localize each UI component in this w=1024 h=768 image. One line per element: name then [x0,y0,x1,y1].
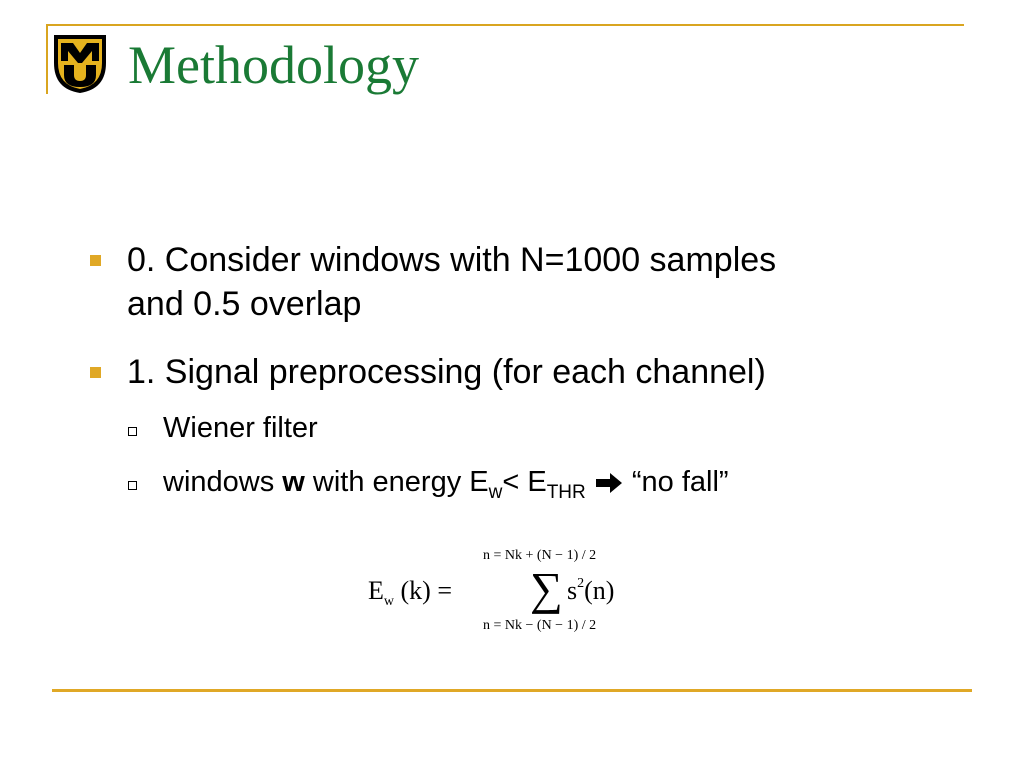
hollow-square-bullet-icon [128,481,137,490]
sigma-symbol: ∑ [530,563,563,614]
bullet-text: and 0.5 overlap [127,285,362,323]
square-bullet-icon [90,367,101,378]
sum-lower-limit: n = Nk − (N − 1) / 2 [483,618,597,633]
square-bullet-icon [90,255,101,266]
bullet-text: 1. Signal preprocessing (for each channel) [127,353,766,391]
bullet-text: 0. Consider windows with N=1000 samples [127,241,777,279]
frame-left-line [46,24,48,94]
energy-formula [368,548,648,638]
sum-upper-limit: n = Nk + (N − 1) / 2 [483,548,597,563]
sub-bullet-text: Wiener filter [163,412,318,444]
formula-lhs: $E_w$ (k) = [368,576,452,609]
window-symbol: w [282,466,305,498]
sub-bullet-text: windows w with energy $E_w< E_{THR}$ “no fall” [163,466,729,503]
right-arrow-icon [594,472,624,494]
mizzou-logo [52,33,108,95]
slide-title: Methodology [128,35,419,95]
hollow-square-bullet-icon [128,427,137,436]
formula-rhs: $s^2(n)$ [567,576,615,605]
frame-top-line [46,24,964,26]
frame-bottom-line [52,689,972,692]
